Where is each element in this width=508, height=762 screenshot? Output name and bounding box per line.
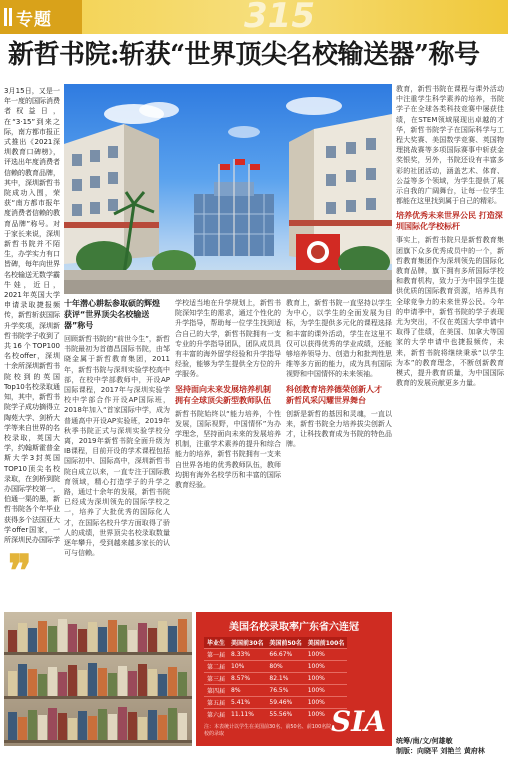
book xyxy=(108,620,117,652)
book xyxy=(48,626,57,652)
table-cell: 66.67% xyxy=(266,649,304,661)
book xyxy=(138,664,147,696)
book xyxy=(168,667,177,696)
table-cell: 100% xyxy=(305,709,348,721)
banner-watermark: 315 xyxy=(244,0,315,34)
table-cell: 10% xyxy=(228,661,266,673)
table-cell: 11.11% xyxy=(228,709,266,721)
book xyxy=(138,623,147,652)
book xyxy=(148,669,157,696)
table-header: 美国前30名 xyxy=(228,637,266,649)
admission-rate-table xyxy=(204,637,347,720)
table-row xyxy=(204,649,347,661)
article-text: 教育上，新哲书院一直坚持以学生为中心，以学生的全面发展为目标，为学生提供多元化的课程选择和丰富的课外活动，学生在这里不仅可以获得优秀的学业成绩，还能够培养领导力、创造力和批判性思维等多方面的能力，成为具有国际视野和中国情怀的未来领袖。 xyxy=(286,299,392,379)
book xyxy=(108,673,117,696)
book xyxy=(78,629,87,652)
table-header: 毕业生 xyxy=(204,637,228,649)
book xyxy=(28,669,37,696)
book xyxy=(8,712,17,740)
book xyxy=(18,717,27,740)
article-column-2 xyxy=(175,298,281,606)
intro-text: 3月15日，又是一年一度的国际消费者权益日，在“3·15”到来之际，南方都市报正式推出《2021深圳教育口碑榜》，评选出年度消费者信赖的教育品牌，其中，深圳新哲书院成功入围，荣获“南方都市报年度消费者信赖的教育品牌”称号。对于家长来说，深圳新哲书院并不陌生，办学实力有口皆碑，每年向世界名校输送无数学霸牛娃，近日，2021年英国大学申请录取捷报频传，新哲斩获国际升学奖项，深圳新哲书院学子收到了共16个TOP100名校offer，深圳十余所深圳新哲书院校到的英国Top10名校录取通知，其中，新哲书院学子成功摘得立陶苑大学、剑桥大学等来自世界的名校录取，英国大学，约翰斯霍普金斯大学3封英国TOP10顶尖名校录取，在剑桥到院办国际学校第一，伯通一渠的墨，新哲书院各个年毕业获得多个法国亚大学offer国家，一所深圳民办国际学 xyxy=(4,87,60,544)
book xyxy=(88,622,97,652)
admission-rate-table-box xyxy=(196,612,392,746)
article-text: 创新是新哲的基因和灵魂，一直以来，新哲书院全力培养拔尖创新人才，让科技教育成为书院的特色品牌。 xyxy=(286,409,392,449)
book xyxy=(128,630,137,652)
table-cell: 76.5% xyxy=(266,685,304,697)
table-cell: 8.57% xyxy=(228,673,266,685)
table-row xyxy=(204,697,347,709)
table-cell: 8% xyxy=(228,685,266,697)
table-cell: 100% xyxy=(305,697,348,709)
book xyxy=(68,624,77,652)
book xyxy=(178,619,187,652)
campus-illustration xyxy=(64,84,392,294)
banner-bars-icon xyxy=(4,8,12,26)
table-cell: 100% xyxy=(305,649,348,661)
section-banner xyxy=(0,0,508,34)
book xyxy=(98,668,107,696)
table-cell: 55.56% xyxy=(266,709,304,721)
book xyxy=(98,627,107,652)
section-subhead: 科创教育培养德荣创新人才 新哲风采闪耀世界舞台 xyxy=(286,384,382,405)
book xyxy=(158,621,167,652)
book xyxy=(108,714,117,740)
quote-mark-icon: ❞ xyxy=(8,546,32,597)
table-row xyxy=(204,685,347,697)
book xyxy=(18,664,27,696)
book xyxy=(148,710,157,740)
book xyxy=(158,674,167,696)
table-row xyxy=(204,661,347,673)
left-intro-column xyxy=(4,86,60,546)
book xyxy=(98,709,107,740)
section-subhead: 培养优秀未来世界公民 打造深圳国际化学校标杆 xyxy=(396,211,503,232)
book xyxy=(78,711,87,740)
table-cell: 第一届 xyxy=(204,649,228,661)
shelf xyxy=(4,652,192,655)
table-cell: 82.1% xyxy=(266,673,304,685)
book xyxy=(58,672,67,696)
book xyxy=(28,710,37,740)
book xyxy=(118,707,127,740)
table-note: 注：本表统计以学生在美国前30名、前50名、前100名院校的录取 xyxy=(204,724,332,737)
table-cell: 8.33% xyxy=(228,649,266,661)
book xyxy=(58,619,67,652)
book xyxy=(178,672,187,696)
book xyxy=(88,663,97,696)
book xyxy=(68,665,77,696)
credits-line: 统筹/南/文/何雄敏 xyxy=(396,737,453,745)
section-label: 专题 xyxy=(16,9,52,30)
book xyxy=(8,671,17,696)
book xyxy=(18,623,27,652)
book xyxy=(28,628,37,652)
book xyxy=(118,666,127,696)
book xyxy=(58,713,67,740)
section-subhead: 坚持面向未来发展培养机制 拥有全球顶尖新型教师队伍 xyxy=(175,384,271,405)
campus-photo xyxy=(64,84,392,294)
table-cell: 100% xyxy=(305,685,348,697)
table-row xyxy=(204,709,347,721)
book xyxy=(38,621,47,652)
book xyxy=(138,717,147,740)
book xyxy=(148,628,157,652)
book xyxy=(88,716,97,740)
book xyxy=(38,674,47,696)
section-subhead: 十年潜心耕耘参取硕的辉煌 获评“世界顶尖名校输送器”称号 xyxy=(64,299,160,330)
table-header: 美国前100名 xyxy=(305,637,348,649)
sia-logo: SIA xyxy=(330,705,386,738)
book xyxy=(38,715,47,740)
book xyxy=(168,626,177,652)
article-column-1 xyxy=(64,298,170,606)
page-headline: 新哲书院:斩获“世界顶尖名校输送器”称号 xyxy=(8,40,480,70)
table-cell: 第五届 xyxy=(204,697,228,709)
shelf xyxy=(4,740,192,743)
book xyxy=(178,713,187,740)
table-title: 美国名校录取率广东省六连冠 xyxy=(229,622,359,633)
book xyxy=(8,630,17,652)
table-cell: 第六届 xyxy=(204,709,228,721)
right-article-column xyxy=(396,84,504,738)
table-cell: 100% xyxy=(305,661,348,673)
book xyxy=(48,667,57,696)
table-cell: 80% xyxy=(266,661,304,673)
editor-credits xyxy=(396,736,506,756)
table-cell: 第二届 xyxy=(204,661,228,673)
credits-line: 制版：向晓平 刘艳兰 黄府林 xyxy=(396,747,485,755)
table-cell: 5.41% xyxy=(228,697,266,709)
article-text: 教育，新哲书院在课程与课外活动中注重学生科学素养的培养，书院学子在全球各类科技竞赛中屡获佳绩，在STEM领域展现出卓越的才华，新哲书院学子在国际科学与工程大奖赛、美国数学竞赛、英国物理挑战赛等多项国际赛事中斩获金奖银奖，另外，书院还设有丰富多彩的社团活动，涵盖艺术、体育、公益等多个领域，为学生提供了展示自我的广阔舞台，让每一位学生都能在这里找到属于自己的精彩。 xyxy=(396,85,504,206)
book xyxy=(48,708,57,740)
table-cell: 第四届 xyxy=(204,685,228,697)
table-cell: 第三届 xyxy=(204,673,228,685)
table-cell: 100% xyxy=(305,673,348,685)
book xyxy=(68,718,77,740)
book xyxy=(78,670,87,696)
table-header: 美国前50名 xyxy=(266,637,304,649)
article-column-3 xyxy=(286,298,392,606)
table-header-row xyxy=(204,637,347,649)
article-text: 事实上，新哲书院只是新哲教育集团旗下众多优秀成员中的一个，新哲教育集团作为深圳领先的国际化教育品牌，旗下拥有多所国际学校和教育机构，致力于为中国学生提供优质的国际教育资源，培养具有全球竞争力的未来世界公民。今年的申请季中，新哲书院的学子表现尤为突出，不仅在英国大学申请中取得了佳绩，在美国、加拿大等国家的大学申请中也捷报频传，未来，新哲书院将继续秉承“以学生为本”的教育理念，不断创新教育模式，提升教育质量，为中国国际教育的发展贡献更多力量。 xyxy=(396,236,504,388)
book xyxy=(128,671,137,696)
article-text: 学校适当地在升学规划上，新哲书院深知学生的需求，通过个性化的升学指导，帮助每一位学生找到适合自己的大学，新哲书院拥有一支专业的升学指导团队，团队成员具有丰富的海外留学经验和升学指导经验，能够为学生提供全方位的升学服务。 xyxy=(175,299,281,379)
article-text: 回顾新哲书院的“前世今生”，新哲书院最初为首德昌国际书院，由邹晓金属于新哲教育集团，2011年，新哲书院与深圳实验学校高中部，在校中学部教师中，开设AP国际课程，2017年与深圳实验学校中学部合作开设AP国际班，2018年加入“首家国际中学，成为普通高中开设AP实验班，2019年秋季书院正式与深圳实验学校分离，2019年新哲书院全面升级为IB课程，目前开设的学术课程包括国际初中、国际高中，深圳新哲书院自成立以来，一直专注于国际教育领域，精心打造学子的升学之路，通过十余年的发展，新哲书院已经成为深圳领先的国际学校之一，培养了大批优秀的国际化人才，在国际名校升学方面取得了骄人的成绩，世界顶尖名校录取数量逐年攀升，受到越来越多家长的认可与信赖。 xyxy=(64,335,170,558)
section-tag xyxy=(0,0,82,34)
book xyxy=(128,712,137,740)
table-cell: 59.46% xyxy=(266,697,304,709)
library-photo xyxy=(4,612,192,746)
book xyxy=(118,625,127,652)
book xyxy=(158,715,167,740)
book xyxy=(168,708,177,740)
table-row xyxy=(204,673,347,685)
shelf xyxy=(4,696,192,699)
article-text: 新哲书院始终以“能力培养，个性发展，国际视野，中国情怀”为办学理念，坚持面向未来的发展培养机制，注重学术素养的提升和综合能力的培养，新哲书院拥有一支来自世界各地的优秀教师队伍，教师均拥有海外名校学历和丰富的国际教育经验。 xyxy=(175,409,281,490)
